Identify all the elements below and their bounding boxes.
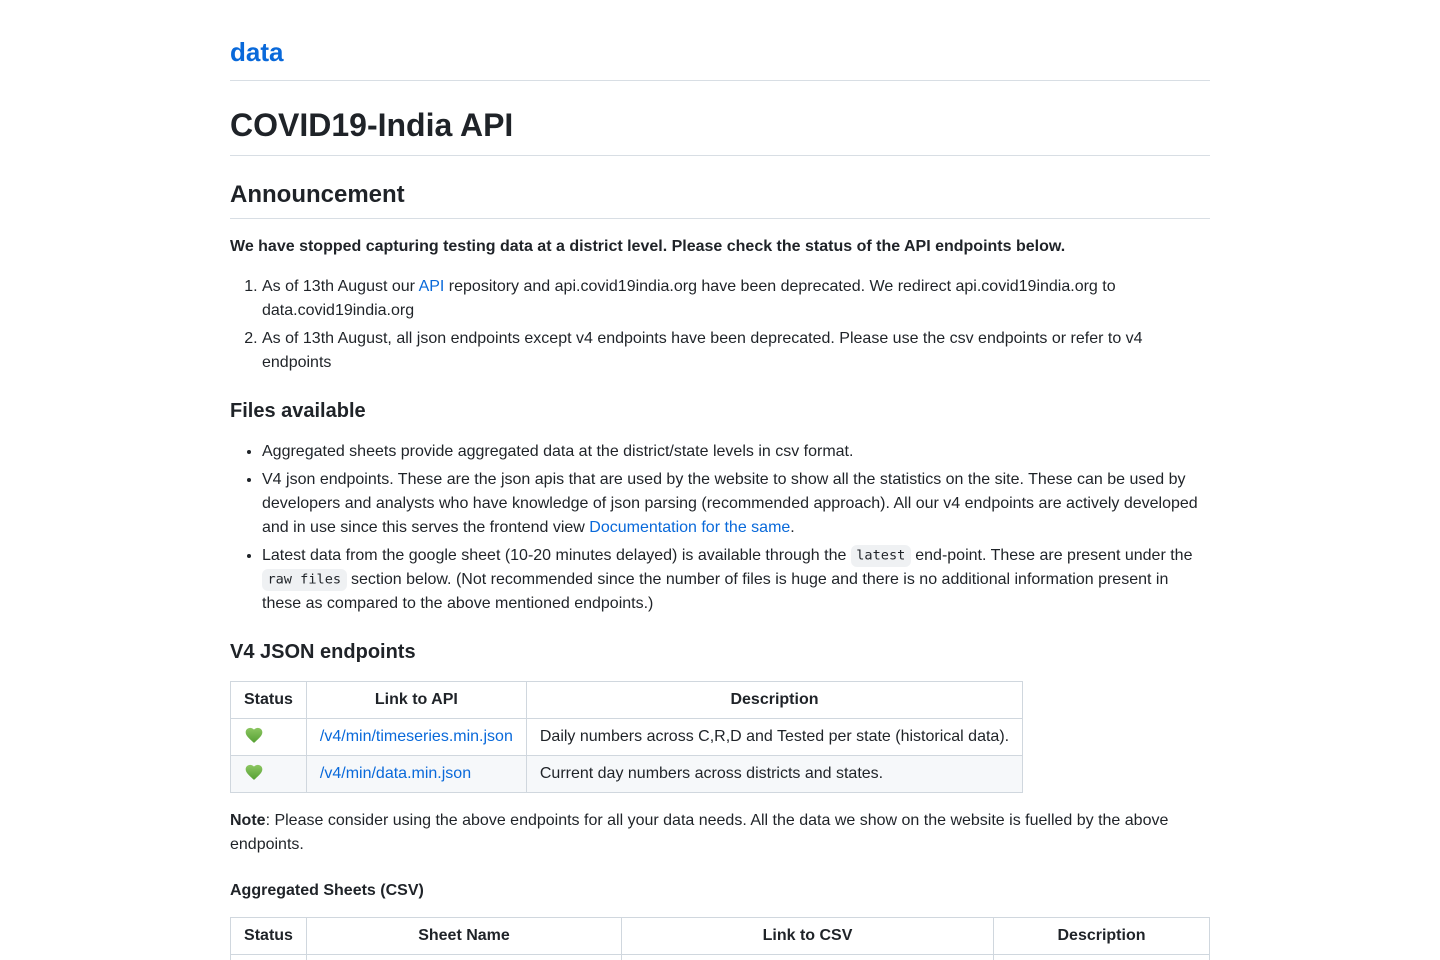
endpoint-link-cell	[306, 755, 526, 792]
repo-title	[230, 36, 1210, 81]
csv-header-status: Status	[231, 917, 307, 954]
bullet-3-seg2: end-point. These are present under the	[910, 546, 1193, 564]
v4-endpoints-heading: V4 JSON endpoints	[230, 640, 416, 663]
note-paragraph	[230, 809, 1210, 857]
bullet-3-seg1: Latest data from the google sheet (10-20 minutes delayed) is available through the	[262, 546, 851, 564]
csv-header-link: Link to CSV	[622, 917, 994, 954]
files-bullet-1	[262, 440, 1210, 464]
green-heart-icon	[244, 762, 264, 781]
aggregated-sheets-table	[230, 917, 1210, 960]
documentation-link[interactable]: Documentation for the same	[589, 518, 791, 536]
bullet-2-pre: V4 json endpoints. These are the json apis that are used by the website to show all the statistics on the site. These can be used by developers and analysts who have knowledge of json parsing (recommended approach). All our v4 endpoints are actively developed and in use since this serves the frontend view	[262, 470, 1198, 536]
csv-description-cell	[994, 954, 1210, 960]
api-repo-link[interactable]: API	[418, 277, 445, 295]
files-bullet-3	[262, 544, 1210, 616]
endpoint-description-cell	[526, 755, 1022, 792]
announcement-heading: Announcement	[230, 180, 1210, 219]
status-cell	[231, 755, 307, 792]
csv-link-cell	[622, 954, 994, 960]
item-2-text: As of 13th August, all json endpoints except v4 endpoints have been deprecated. Please use the csv endpoints or refer to v4 endpoints	[262, 329, 1143, 371]
csv-status-cell	[231, 954, 307, 960]
table-row	[231, 718, 1023, 755]
files-bullet-2	[262, 468, 1210, 540]
green-heart-icon	[244, 725, 264, 744]
announcement-intro	[230, 235, 1210, 259]
raw-files-inline-code: raw files	[262, 569, 347, 590]
endpoint-description-cell	[526, 718, 1022, 755]
files-available-list	[230, 440, 1210, 616]
page-title: COVID19-India API	[230, 105, 1210, 156]
endpoint-link-cell	[306, 718, 526, 755]
note-label: Note	[230, 811, 266, 829]
announcement-intro-text: We have stopped capturing testing data at a district level. Please check the status of the API endpoints below.	[230, 237, 1066, 255]
csv-sheet-name-cell	[307, 954, 622, 960]
v4-header-description: Description	[526, 681, 1022, 718]
csv-table-header-row	[231, 917, 1210, 954]
data-endpoint-link[interactable]: /v4/min/data.min.json	[319, 764, 472, 782]
latest-inline-code: latest	[851, 545, 911, 566]
endpoint-description: Current day numbers across districts and states.	[539, 764, 884, 782]
csv-header-description: Description	[994, 917, 1210, 954]
v4-endpoints-table	[230, 681, 1023, 793]
item-1-pre: As of 13th August our	[262, 277, 419, 295]
item-1-post: repository and api.covid19india.org have been deprecated. We redirect api.covid19india.org to data.covid19india.org	[262, 277, 1116, 319]
v4-header-status: Status	[231, 681, 307, 718]
v4-table-header-row	[231, 681, 1023, 718]
status-cell	[231, 718, 307, 755]
table-row	[231, 755, 1023, 792]
bullet-1-text: Aggregated sheets provide aggregated data at the district/state levels in csv format.	[262, 442, 854, 460]
deprecation-item-2	[262, 327, 1210, 375]
repo-title-link[interactable]: data	[230, 37, 284, 67]
csv-header-sheet-name: Sheet Name	[307, 917, 622, 954]
endpoint-description: Daily numbers across C,R,D and Tested per state (historical data).	[539, 727, 1010, 745]
readme-document	[230, 0, 1210, 960]
bullet-2-post: .	[790, 518, 795, 536]
bullet-3-seg3: section below. (Not recommended since the number of files is huge and there is no additional information present in these as compared to the above mentioned endpoints.)	[262, 570, 1169, 612]
deprecation-list	[230, 275, 1210, 375]
aggregated-sheets-heading: Aggregated Sheets (CSV)	[230, 881, 424, 899]
note-text: : Please consider using the above endpoints for all your data needs. All the data we show on the website is fuelled by the above endpoints.	[230, 811, 1169, 853]
deprecation-item-1	[262, 275, 1210, 323]
table-row	[231, 954, 1210, 960]
files-available-heading: Files available	[230, 399, 366, 422]
timeseries-endpoint-link[interactable]: /v4/min/timeseries.min.json	[319, 727, 513, 745]
v4-header-link: Link to API	[306, 681, 526, 718]
